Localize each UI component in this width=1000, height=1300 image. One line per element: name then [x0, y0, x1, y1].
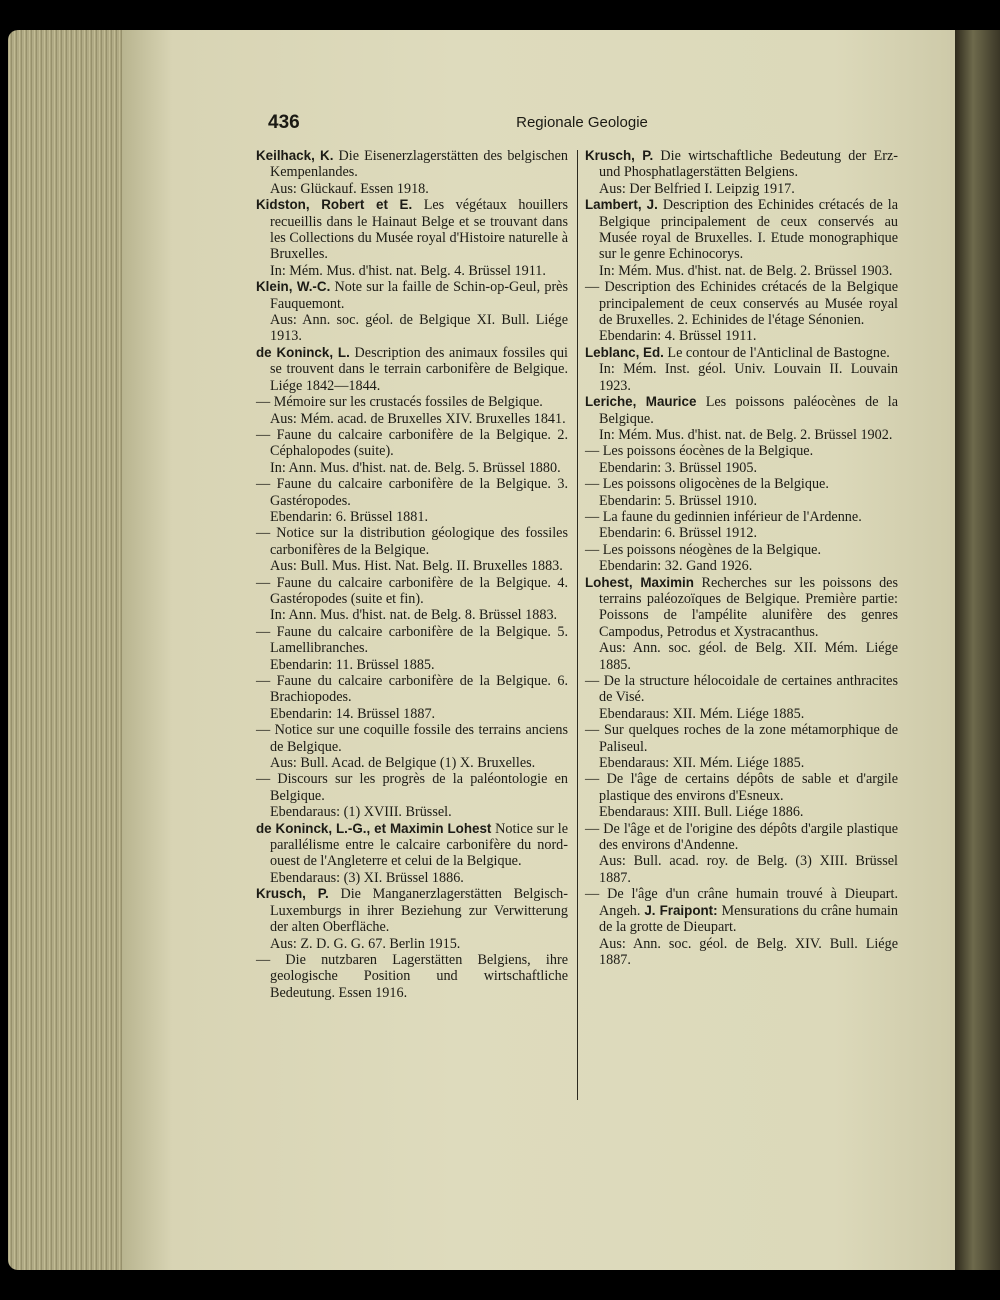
entry-title: Mensurations du crâne humain de la grotte de Dieupart. [599, 902, 899, 936]
entry-title: — Les poissons oligocènes de la Belgique. [585, 476, 829, 493]
entry-coauthor: J. Fraipont: [644, 902, 718, 918]
entry-title: Description des Echinides crétacés de la Belgique principalement de ceux conservés au Musée royal de Bruxelles. I. Etude monographique sur le genre Echinocorys. [599, 197, 898, 263]
bibliography-entry [256, 575, 568, 624]
entry-source: Ebendaraus: XII. Mém. Liége 1885. [599, 755, 805, 772]
entry-author: Leriche, Maurice [585, 394, 697, 410]
bibliography-entry [256, 771, 568, 820]
entry-author: Leblanc, Ed. [585, 344, 664, 360]
entry-title: — De l'âge d'un crâne humain trouvé à Dieupart. Angeh. [585, 886, 898, 919]
entry-source: Aus: Bull. Mus. Hist. Nat. Belg. II. Bruxelles 1883. [270, 558, 563, 575]
entry-source: Ebendarin: 5. Brüssel 1910. [599, 492, 758, 509]
entry-source: In: Mém. Mus. d'hist. nat. de Belg. 2. Brüssel 1903. [599, 262, 893, 279]
entry-source: In: Mém. Mus. d'hist. nat. de Belg. 2. Brüssel 1902. [599, 426, 893, 443]
entry-title: Notice sur le parallélisme entre le calcaire carbonifère du nord-ouest de l'Angleterre et celui de la Belgique. [270, 820, 568, 870]
entry-source: Aus: Glückauf. Essen 1918. [270, 180, 429, 197]
entry-source: Ebendarin: 32. Gand 1926. [599, 558, 753, 575]
running-head [268, 112, 896, 136]
left-column [256, 148, 568, 1001]
bibliography-entry [256, 394, 568, 427]
entry-title: — Les poissons néogènes de la Belgique. [585, 541, 822, 558]
bibliography-entry [256, 476, 568, 525]
entry-title: — De l'âge et de l'origine des dépôts d'argile plastique des environs d'Andenne. [585, 820, 898, 854]
entry-title: — Description des Echinides crétacés de la Belgique principalement de ceux conservés au Musée royal de Bruxelles. 2. Echinides de l'étage Sénonien. [585, 279, 898, 329]
entry-title: — Faune du calcaire carbonifère de la Belgique. 5. Lamellibranches. [256, 623, 568, 657]
bibliography-entry [585, 722, 898, 771]
entry-source: Ebendarin: 11. Brüssel 1885. [270, 656, 435, 673]
entry-source: Aus: Mém. acad. de Bruxelles XIV. Bruxelles 1841. [270, 410, 566, 427]
page-title: Regionale Geologie [516, 114, 648, 131]
entry-source: Aus: Ann. soc. géol. de Belg. XIV. Bull. Liége 1887. [599, 935, 898, 968]
entry-source: Ebendarin: 3. Brüssel 1905. [599, 459, 758, 476]
entry-title: — Faune du calcaire carbonifère de la Belgique. 3. Gastéropodes. [256, 476, 568, 509]
entry-title: — La faune du gedinnien inférieur de l'Ardenne. [585, 508, 862, 525]
entry-title: — Mémoire sur les crustacés fossiles de Belgique. [256, 394, 543, 411]
entry-title: — Notice sur une coquille fossile des terrains anciens de Belgique. [256, 722, 568, 755]
bibliography-entry [585, 821, 898, 887]
entry-source: Aus: Bull. Acad. de Belgique (1) X. Bruxelles. [270, 755, 536, 772]
bibliography-entry [256, 722, 568, 771]
entry-source: Aus: Ann. soc. géol. de Belgique XI. Bull. Liége 1913. [270, 312, 568, 345]
bibliography-entry [585, 575, 898, 673]
bibliography-entry [256, 624, 568, 673]
entry-title: Le contour de l'Anticlinal de Bastogne. [667, 344, 890, 361]
bibliography-entry [585, 345, 898, 394]
entry-title: Note sur la faille de Schin-op-Geul, près Fauquemont. [270, 279, 568, 312]
entry-title: Description des animaux fossiles qui se trouvent dans le terrain carbonifère de Belgique. Liége 1842—1844. [270, 344, 568, 394]
entry-title: Die Manganerzlagerstätten Belgisch-Luxemburgs in ihrer Beziehung zur Verwitterung der alten Oberfläche. [270, 886, 568, 936]
bibliography-entry [256, 886, 568, 952]
bibliography-entry [585, 542, 898, 575]
bibliography-entry [256, 427, 568, 476]
page-number: 436 [268, 112, 300, 133]
entry-title: — Sur quelques roches de la zone métamorphique de Paliseul. [585, 722, 898, 755]
entry-title: — Faune du calcaire carbonifère de la Belgique. 4. Gastéropodes (suite et fin). [256, 574, 568, 607]
entry-author: Krusch, P. [585, 148, 654, 163]
entry-source: Ebendaraus: XIII. Bull. Liége 1886. [599, 804, 804, 821]
entry-source: Aus: Bull. acad. roy. de Belg. (3) XIII. Brüssel 1887. [599, 853, 898, 886]
entry-title: — De la structure hélocoidale de certaines anthracites de Visé. [585, 673, 898, 706]
bibliography-entry [256, 525, 568, 574]
bibliography-entry [585, 886, 898, 968]
entry-title: — Notice sur la distribution géologique des fossiles carbonifères de la Belgique. [256, 525, 568, 558]
entry-author: Lambert, J. [585, 197, 658, 213]
entry-title: Recherches sur les poissons des terrains paléozoïques de Belgique. Première partie: Poissons de l'ampélite alunifère des genres Campodus, Petrodus et Xystracanthus. [599, 574, 898, 640]
entry-source: Aus: Z. D. G. G. 67. Berlin 1915. [270, 935, 461, 952]
entry-source: In: Mém. Mus. d'hist. nat. Belg. 4. Brüssel 1911. [270, 262, 546, 279]
bibliography-entry [585, 197, 898, 279]
entry-title: — Discours sur les progrès de la paléontologie en Belgique. [256, 771, 568, 804]
entry-title: — Faune du calcaire carbonifère de la Belgique. 2. Céphalopodes (suite). [256, 426, 568, 460]
entry-source: In: Ann. Mus. d'hist. nat. de Belg. 8. Brüssel 1883. [270, 607, 558, 624]
entry-title: Die Eisenerzlagerstätten des belgischen Kempenlandes. [270, 148, 569, 181]
entry-source: Ebendarin: 6. Brüssel 1881. [270, 508, 429, 525]
bibliography-entry [585, 771, 898, 820]
entry-source: Ebendarin: 14. Brüssel 1887. [270, 705, 436, 722]
entry-author: Krusch, P. [256, 886, 329, 902]
bibliography-entry [256, 279, 568, 345]
entry-source: Ebendaraus: XII. Mém. Liége 1885. [599, 705, 805, 722]
bibliography-entry [256, 952, 568, 1001]
entry-author: Keilhack, K. [256, 148, 334, 163]
entry-title: — De l'âge de certains dépôts de sable et d'argile plastique des environs d'Esneux. [585, 771, 898, 804]
bibliography-entry [585, 509, 898, 542]
entry-title: — Les poissons éocènes de la Belgique. [585, 443, 814, 460]
entry-source: In: Ann. Mus. d'hist. nat. de. Belg. 5. Brüssel 1880. [270, 459, 561, 476]
bibliography-entry [585, 673, 898, 722]
bibliography-entry [585, 148, 898, 197]
book-page-edges [8, 30, 123, 1270]
bibliography-entry [585, 394, 898, 443]
bibliography-entry [256, 197, 568, 279]
entry-title: Les végétaux houillers recueillis dans le Hainaut Belge et se trouvant dans les Collections du Musée royal d'Histoire naturelle à Bruxelles. [270, 197, 568, 263]
entry-source: Aus: Der Belfried I. Leipzig 1917. [599, 180, 795, 197]
bibliography-entry [256, 673, 568, 722]
bibliography-entry [256, 345, 568, 394]
entry-author: Kidston, Robert et E. [256, 197, 413, 213]
entry-title: Les poissons paléocènes de la Belgique. [599, 394, 898, 427]
entry-source: Ebendarin: 4. Brüssel 1911. [599, 328, 757, 345]
book-gutter [955, 30, 1000, 1270]
entry-title: Die wirtschaftliche Bedeutung der Erz- und Phosphatlagerstätten Belgiens. [599, 148, 899, 181]
bibliography-entry [585, 476, 898, 509]
entry-source: Ebendaraus: (3) XI. Brüssel 1886. [270, 869, 464, 886]
entry-title: — Die nutzbaren Lagerstätten Belgiens, ihre geologische Position und wirtschaftliche Bedeutung. Essen 1916. [256, 951, 568, 1001]
bibliography-entry [256, 148, 568, 197]
entry-title: — Faune du calcaire carbonifère de la Belgique. 6. Brachiopodes. [256, 673, 568, 706]
right-column [585, 148, 898, 968]
bibliography-entry [585, 443, 898, 476]
entry-source: Aus: Ann. soc. géol. de Belg. XII. Mém. Liége 1885. [599, 640, 898, 673]
entry-source: Ebendarin: 6. Brüssel 1912. [599, 525, 758, 542]
entry-author: de Koninck, L. [256, 344, 350, 360]
bibliography-entry [585, 279, 898, 345]
entry-source: Ebendaraus: (1) XVIII. Brüssel. [270, 804, 452, 821]
entry-author: Lohest, Maximin [585, 574, 694, 590]
entry-author: Klein, W.-C. [256, 279, 331, 295]
column-divider [577, 150, 578, 1100]
entry-author: de Koninck, L.-G., et Maximin Lohest [256, 820, 492, 836]
entry-source: In: Mém. Inst. géol. Univ. Louvain II. Louvain 1923. [599, 361, 898, 394]
bibliography-entry [256, 821, 568, 887]
